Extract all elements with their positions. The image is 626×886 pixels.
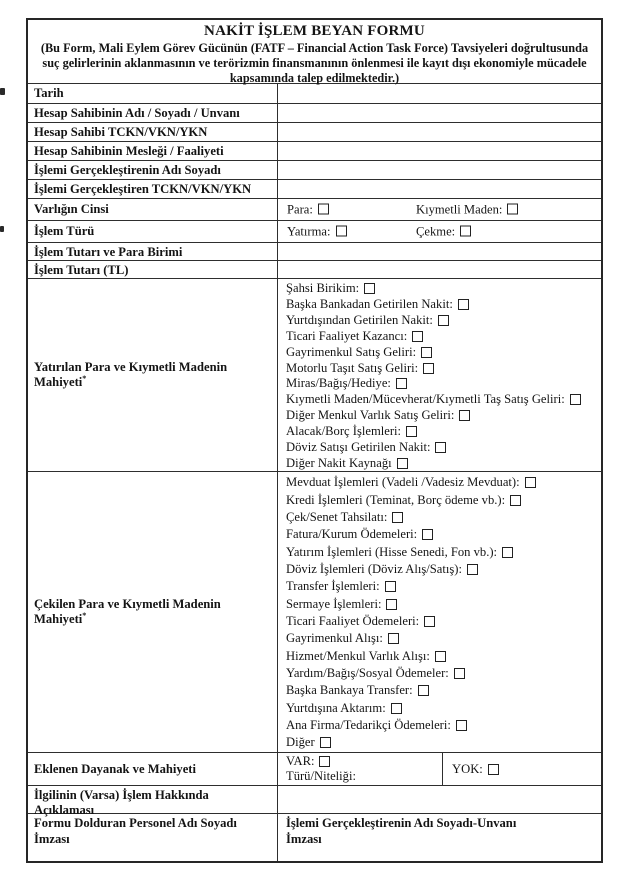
checkbox-item: Gayrimenkul Satış Geliri: — [286, 344, 601, 360]
hesap-adi-value-cell[interactable] — [278, 104, 601, 122]
kiymetli-maden-satis-checkbox[interactable] — [570, 394, 581, 405]
islemi-tckn-value-cell[interactable] — [278, 180, 601, 198]
row-hesap-meslek — [28, 142, 601, 161]
checkbox-item: Ticari Faaliyet Ödemeleri: — [286, 613, 601, 630]
scan-artifact — [0, 88, 5, 95]
doviz-islemleri-checkbox[interactable] — [467, 564, 478, 575]
turu-niteligi-label: Türü/Niteliği: — [286, 768, 356, 783]
footnote-marker: * — [82, 611, 87, 621]
row-label-hesap-adi: Hesap Sahibinin Adı / Soyadı / Unvanı — [28, 104, 278, 122]
row-label-tarih: Tarih — [28, 84, 278, 103]
row-islem-turu — [28, 221, 601, 243]
row-label-dayanak: Eklenen Dayanak ve Mahiyeti — [28, 753, 278, 785]
row-hesap-adi — [28, 104, 601, 123]
checkbox-item: Ticari Faaliyet Kazancı: — [286, 328, 601, 344]
row-dayanak — [28, 753, 601, 786]
miras-bagis-hediye-checkbox[interactable] — [396, 378, 407, 389]
sermaye-islemleri-checkbox[interactable] — [386, 599, 397, 610]
form-title: NAKİT İŞLEM BEYAN FORMU — [204, 23, 425, 39]
row-tutar-tl — [28, 261, 601, 279]
row-hesap-tckn — [28, 123, 601, 142]
transfer-islemleri-checkbox[interactable] — [385, 581, 396, 592]
checkbox-item: Çek/Senet Tahsilatı: — [286, 509, 601, 526]
mevduat-islemleri-checkbox[interactable] — [525, 477, 536, 488]
option-para: Para: — [287, 202, 329, 217]
checkbox-item: Yatırım İşlemleri (Hisse Senedi, Fon vb.): — [286, 543, 601, 560]
doviz-satisi-nakit-checkbox[interactable] — [435, 442, 446, 453]
row-label-hesap-meslek: Hesap Sahibinin Mesleği / Faaliyeti — [28, 142, 278, 160]
scan-artifact — [0, 226, 4, 232]
hesap-meslek-value-cell[interactable] — [278, 142, 601, 160]
checkbox-item: Miras/Bağış/Hediye: — [286, 376, 601, 392]
dayanak-cells — [278, 753, 601, 785]
varlik-cinsi-options — [278, 199, 601, 220]
baska-bankaya-transfer-checkbox[interactable] — [418, 685, 429, 696]
row-imza — [28, 814, 601, 861]
checkbox-item: Şahsi Birikim: — [286, 281, 601, 297]
row-label-islemi-adi: İşlemi Gerçekleştirenin Adı Soyadı — [28, 161, 278, 179]
islemi-adi-value-cell[interactable] — [278, 161, 601, 179]
yok-checkbox[interactable] — [488, 764, 499, 775]
cek-senet-tahsilati-checkbox[interactable] — [392, 512, 403, 523]
hesap-tckn-value-cell[interactable] — [278, 123, 601, 141]
checkbox-item: Döviz İşlemleri (Döviz Alış/Satış): — [286, 561, 601, 578]
para-checkbox[interactable] — [318, 203, 329, 214]
checkbox-item: Diğer Nakit Kaynağı — [286, 455, 601, 471]
option-yatirma: Yatırma: — [287, 224, 347, 239]
var-checkbox[interactable] — [319, 756, 330, 767]
row-label-cekilen: Çekilen Para ve Kıymetli Madenin Mahiyeti* — [28, 472, 278, 752]
diger-checkbox[interactable] — [320, 737, 331, 748]
cash-transaction-declaration-form — [26, 18, 603, 863]
imza-right-cell[interactable]: İşlemi Gerçekleştirenin Adı Soyadı-Unvanı İmzası — [286, 816, 517, 846]
hizmet-menkul-alisi-checkbox[interactable] — [435, 651, 446, 662]
alacak-borc-checkbox[interactable] — [406, 426, 417, 437]
row-varlik-cinsi — [28, 199, 601, 221]
diger-menkul-satis-checkbox[interactable] — [459, 410, 470, 421]
row-label-hesap-tckn: Hesap Sahibi TCKN/VKN/YKN — [28, 123, 278, 141]
sahsi-birikim-checkbox[interactable] — [364, 283, 375, 294]
row-aciklama — [28, 786, 601, 817]
kiymetli-maden-checkbox[interactable] — [507, 203, 518, 214]
tutar-tl-value-cell[interactable] — [278, 261, 601, 278]
checkbox-item: Sermaye İşlemleri: — [286, 595, 601, 612]
checkbox-item: Başka Bankaya Transfer: — [286, 682, 601, 699]
checkbox-item: Mevduat İşlemleri (Vadeli /Vadesiz Mevduat): — [286, 474, 601, 491]
row-label-aciklama: İlgilinin (Varsa) İşlem Hakkında Açıklaması — [28, 786, 278, 813]
checkbox-item: Başka Bankadan Getirilen Nakit: — [286, 297, 601, 313]
yatirim-islemleri-checkbox[interactable] — [502, 547, 513, 558]
tutar-birim-value-cell[interactable] — [278, 243, 601, 260]
gayrimenkul-alisi-checkbox[interactable] — [388, 633, 399, 644]
motorlu-tasit-satis-checkbox[interactable] — [423, 363, 434, 374]
checkbox-item: Yardım/Bağış/Sosyal Ödemeler: — [286, 665, 601, 682]
row-label-tutar-tl: İşlem Tutarı (TL) — [28, 261, 278, 278]
checkbox-item: Yurtdışına Aktarım: — [286, 699, 601, 716]
row-islemi-tckn — [28, 180, 601, 199]
checkbox-item: Hizmet/Menkul Varlık Alışı: — [286, 647, 601, 664]
ana-firma-tedarikci-checkbox[interactable] — [456, 720, 467, 731]
row-label-yatirilan: Yatırılan Para ve Kıymetli Madenin Mahiyeti* — [28, 279, 278, 471]
yurtdisina-aktarim-checkbox[interactable] — [391, 703, 402, 714]
gayrimenkul-satis-checkbox[interactable] — [421, 347, 432, 358]
checkbox-item: Alacak/Borç İşlemleri: — [286, 423, 601, 439]
row-label-varlik-cinsi: Varlığın Cinsi — [28, 199, 278, 220]
row-yatirilan-mahiyet — [28, 279, 601, 472]
tarih-value-cell[interactable] — [278, 84, 601, 103]
row-tarih — [28, 84, 601, 104]
islem-turu-options — [278, 221, 601, 242]
dayanak-var-cell: VAR: Türü/Niteliği: — [278, 753, 443, 785]
form-subtitle: (Bu Form, Mali Eylem Görev Gücünün (FATF – Financial Action Task Force) Tavsiyeleri doğrultusunda suç gelirlerinin aklanmasının ve terörizmin finansmanının önlenmesi ile kayıt dışı ekonomiyle mücadele kapsamında talep edilmektedir.) — [40, 41, 589, 85]
imza-left-cell[interactable]: Formu Dolduran Personel Adı Soyadı İmzası — [28, 814, 278, 861]
row-tutar-birim — [28, 243, 601, 261]
kredi-islemleri-checkbox[interactable] — [510, 495, 521, 506]
cekme-checkbox[interactable] — [460, 225, 471, 236]
cekilen-options-list — [278, 472, 601, 752]
checkbox-item: Fatura/Kurum Ödemeleri: — [286, 526, 601, 543]
ticari-faaliyet-kazanci-checkbox[interactable] — [412, 331, 423, 342]
row-label-islemi-tckn: İşlemi Gerçekleştiren TCKN/VKN/YKN — [28, 180, 278, 198]
footnote-marker: * — [82, 374, 87, 384]
checkbox-item: Yurtdışından Getirilen Nakit: — [286, 313, 601, 329]
row-label-tutar-birim: İşlem Tutarı ve Para Birimi — [28, 243, 278, 260]
aciklama-value-cell[interactable] — [278, 786, 601, 813]
yurtdisindan-nakit-checkbox[interactable] — [438, 315, 449, 326]
checkbox-item: Döviz Satışı Getirilen Nakit: — [286, 439, 601, 455]
row-cekilen-mahiyet — [28, 472, 601, 753]
baska-bankadan-nakit-checkbox[interactable] — [458, 299, 469, 310]
checkbox-item: Gayrimenkul Alışı: — [286, 630, 601, 647]
yatirilan-options-list — [278, 279, 601, 471]
fatura-kurum-odemeleri-checkbox[interactable] — [422, 529, 433, 540]
checkbox-item: Motorlu Taşıt Satış Geliri: — [286, 360, 601, 376]
checkbox-item: Diğer — [286, 734, 601, 751]
checkbox-item: Kredi İşlemleri (Teminat, Borç ödeme vb.): — [286, 491, 601, 508]
form-header — [28, 20, 601, 84]
checkbox-item: Transfer İşlemleri: — [286, 578, 601, 595]
checkbox-item: Ana Firma/Tedarikçi Ödemeleri: — [286, 717, 601, 734]
option-kiymetli-maden: Kıymetli Maden: — [416, 202, 518, 217]
yatirma-checkbox[interactable] — [336, 225, 347, 236]
yardim-bagis-sosyal-checkbox[interactable] — [454, 668, 465, 679]
row-islemi-adi — [28, 161, 601, 180]
row-label-islem-turu: İşlem Türü — [28, 221, 278, 242]
ticari-faaliyet-odemeleri-checkbox[interactable] — [424, 616, 435, 627]
dayanak-yok-cell: YOK: — [443, 753, 601, 785]
checkbox-item: Diğer Menkul Varlık Satış Geliri: — [286, 408, 601, 424]
diger-nakit-kaynagi-checkbox[interactable] — [397, 458, 408, 469]
checkbox-item: Kıymetli Maden/Mücevherat/Kıymetli Taş Satış Geliri: — [286, 392, 601, 408]
option-cekme: Çekme: — [416, 224, 471, 239]
